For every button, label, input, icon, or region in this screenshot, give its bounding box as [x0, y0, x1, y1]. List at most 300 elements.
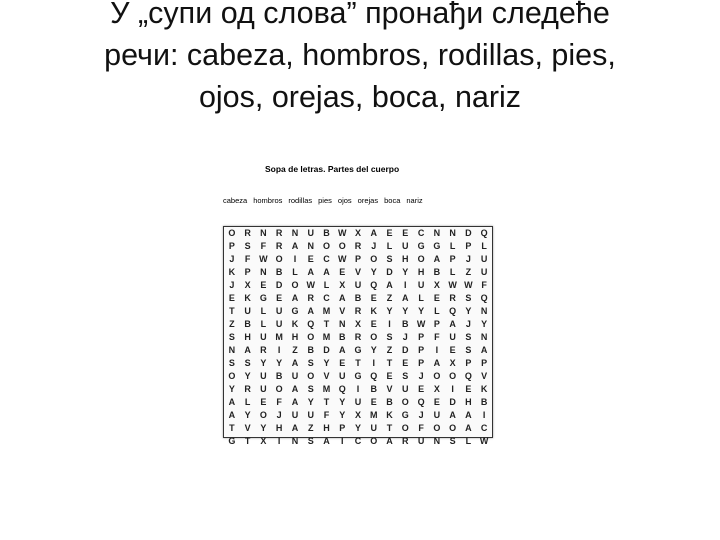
grid-cell: N — [228, 345, 236, 355]
grid-cell: K — [244, 293, 251, 303]
grid-cell: V — [339, 306, 346, 316]
grid-cell: V — [323, 371, 330, 381]
word-bank-item: pies — [318, 196, 332, 205]
grid-cell: W — [416, 319, 426, 329]
grid-cell: Q — [307, 319, 315, 329]
grid-cell: E — [402, 228, 409, 238]
grid-cell: R — [244, 228, 251, 238]
grid-cell: P — [355, 254, 362, 264]
grid-cell: Y — [307, 397, 314, 407]
grid-cell: I — [340, 436, 344, 446]
grid-cell: B — [323, 228, 330, 238]
grid-cell: X — [244, 280, 251, 290]
grid-cell: A — [402, 293, 409, 303]
puzzle-title: Sopa de letras. Partes del cuerpo — [265, 164, 400, 174]
grid-cell: N — [338, 319, 346, 329]
grid-cell: J — [371, 241, 377, 251]
grid-cell: K — [228, 267, 236, 277]
grid-cell: C — [354, 436, 362, 446]
grid-cell: Y — [418, 306, 425, 316]
grid-cell: A — [370, 228, 378, 238]
grid-cell: S — [228, 332, 235, 342]
grid-cell: Y — [244, 410, 251, 420]
grid-cell: S — [386, 254, 393, 264]
grid-cell: J — [418, 371, 424, 381]
grid-cell: A — [465, 410, 472, 420]
grid-cell: L — [386, 241, 393, 251]
grid-cell: A — [386, 436, 393, 446]
grid-cell: D — [323, 345, 330, 355]
grid-row — [224, 409, 492, 422]
grid-row — [224, 370, 492, 383]
title-line-3: ojos, orejas, boca, nariz — [198, 80, 522, 114]
grid-cell: U — [307, 228, 314, 238]
grid-cell: L — [449, 267, 456, 277]
grid-cell: Y — [402, 306, 409, 316]
grid-cell: A — [291, 397, 299, 407]
grid-cell: Z — [386, 293, 393, 303]
grid-cell: I — [356, 384, 360, 394]
grid-cell: N — [449, 228, 456, 238]
grid-cell: A — [433, 358, 441, 368]
grid-cell: O — [449, 423, 457, 433]
grid-row — [224, 253, 492, 266]
grid-cell: C — [480, 423, 488, 433]
grid-cell: Y — [323, 358, 330, 368]
grid-cell: H — [323, 423, 330, 433]
grid-cell: I — [372, 358, 376, 368]
grid-cell: P — [449, 254, 456, 264]
grid-cell: A — [291, 358, 299, 368]
grid-cell: N — [480, 306, 488, 316]
grid-cell: B — [275, 371, 283, 381]
slide-title — [20, 0, 700, 118]
grid-cell: R — [354, 332, 362, 342]
grid-cell: U — [244, 306, 251, 316]
grid-cell: D — [275, 280, 283, 290]
grid-cell: I — [482, 410, 486, 420]
grid-cell: I — [277, 436, 281, 446]
grid-cell: N — [433, 228, 441, 238]
grid-cell: S — [244, 358, 251, 368]
word-bank-item: cabeza — [223, 196, 248, 205]
grid-cell: A — [244, 345, 251, 355]
grid-cell: T — [323, 319, 330, 329]
grid-cell: T — [229, 306, 235, 316]
grid-cell: X — [449, 358, 456, 368]
grid-row — [224, 331, 492, 344]
grid-cell: N — [291, 436, 299, 446]
grid-cell: G — [354, 371, 362, 381]
grid-cell: J — [418, 410, 424, 420]
grid-cell: Y — [386, 306, 393, 316]
grid-cell: R — [275, 241, 283, 251]
grid-cell: O — [291, 280, 299, 290]
grid-cell: O — [401, 397, 409, 407]
grid-cell: U — [275, 319, 283, 329]
grid-cell: U — [275, 306, 283, 316]
grid-cell: Q — [464, 371, 472, 381]
grid-cell: E — [276, 293, 283, 303]
grid-cell: A — [433, 254, 441, 264]
grid-cell: Y — [465, 306, 472, 316]
grid-cell: V — [386, 384, 393, 394]
grid-cell: D — [386, 267, 393, 277]
grid-cell: M — [322, 332, 331, 342]
grid-cell: G — [433, 241, 441, 251]
grid-cell: H — [291, 332, 299, 342]
grid-cell: P — [465, 241, 472, 251]
grid-cell: V — [355, 267, 362, 277]
grid-cell: A — [307, 267, 314, 277]
grid-cell: A — [323, 267, 330, 277]
grid-row — [224, 422, 492, 435]
grid-cell: Q — [417, 397, 425, 407]
grid-cell: O — [433, 371, 441, 381]
word-bank-item: rodillas — [288, 196, 313, 205]
grid-row — [224, 240, 492, 253]
grid-cell: E — [418, 384, 425, 394]
grid-cell: A — [449, 319, 456, 329]
grid-cell: A — [228, 410, 236, 420]
word-bank-item: boca — [384, 196, 401, 205]
grid-cell: Z — [229, 319, 235, 329]
grid-row — [224, 266, 492, 279]
grid-cell: A — [323, 436, 330, 446]
grid-cell: Z — [465, 267, 472, 277]
grid-cell: U — [338, 371, 346, 381]
grid-cell: J — [229, 280, 235, 290]
grid-cell: A — [386, 280, 393, 290]
grid-cell: O — [307, 332, 315, 342]
grid-row — [224, 383, 492, 396]
grid-cell: B — [338, 332, 346, 342]
grid-cell: W — [448, 280, 457, 290]
grid-cell: Y — [370, 267, 377, 277]
grid-cell: C — [417, 228, 425, 238]
grid-row — [224, 318, 492, 331]
grid-cell: L — [418, 293, 424, 303]
grid-cell: O — [401, 423, 409, 433]
grid-cell: N — [480, 332, 488, 342]
grid-cell: O — [417, 254, 425, 264]
grid-cell: F — [244, 254, 251, 264]
grid-cell: Q — [480, 293, 488, 303]
grid-cell: E — [402, 358, 409, 368]
grid-cell: Y — [276, 358, 283, 368]
grid-cell: D — [449, 397, 456, 407]
grid-cell: Y — [370, 345, 377, 355]
grid-cell: Y — [481, 319, 488, 329]
grid-cell: A — [291, 384, 299, 394]
grid-cell: H — [402, 254, 409, 264]
grid-cell: Q — [338, 384, 346, 394]
grid-cell: J — [276, 410, 282, 420]
grid-cell: O — [307, 371, 315, 381]
grid-cell: I — [451, 384, 454, 394]
grid-cell: K — [386, 410, 393, 420]
grid-cell: P — [433, 319, 440, 329]
grid-cell: R — [260, 345, 267, 355]
grid-cell: L — [481, 241, 487, 251]
grid-cell: U — [370, 423, 378, 433]
grid-cell: R — [275, 228, 283, 238]
grid-cell: E — [260, 280, 267, 290]
grid-cell: B — [370, 384, 378, 394]
grid-cell: G — [228, 436, 236, 446]
grid-cell: B — [402, 319, 409, 329]
grid-cell: X — [433, 384, 440, 394]
grid-row — [224, 227, 492, 240]
grid-cell: F — [260, 241, 267, 251]
grid-cell: G — [291, 306, 299, 316]
grid-cell: S — [465, 332, 472, 342]
grid-cell: Z — [386, 345, 393, 355]
grid-cell: I — [277, 345, 281, 355]
grid-cell: H — [465, 397, 472, 407]
grid-cell: R — [354, 241, 362, 251]
grid-cell: R — [402, 436, 409, 446]
grid-cell: Z — [292, 345, 298, 355]
grid-cell: O — [228, 371, 236, 381]
grid-cell: M — [370, 410, 378, 420]
grid-cell: Q — [480, 228, 488, 238]
grid-cell: J — [465, 254, 471, 264]
grid-cell: W — [259, 254, 268, 264]
grid-cell: X — [339, 280, 346, 290]
grid-cell: P — [244, 267, 251, 277]
grid-cell: O — [228, 228, 236, 238]
grid-cell: K — [370, 306, 378, 316]
grid-cell: H — [417, 267, 425, 277]
grid-cell: L — [292, 267, 298, 277]
grid-cell: A — [465, 423, 472, 433]
grid-cell: X — [355, 319, 362, 329]
title-line-1: У „супи од слова” пронађи следеће — [110, 0, 610, 30]
grid-cell: J — [465, 319, 471, 329]
letter-grid — [223, 226, 493, 446]
grid-cell: W — [479, 436, 489, 446]
grid-cell: S — [465, 345, 472, 355]
grid-cell: U — [354, 397, 362, 407]
word-search-puzzle — [213, 156, 501, 446]
grid-cell: S — [307, 384, 314, 394]
grid-cell: F — [418, 423, 424, 433]
grid-cell: L — [465, 436, 472, 446]
grid-cell: M — [275, 332, 283, 342]
grid-cell: D — [402, 345, 409, 355]
grid-cell: S — [307, 436, 314, 446]
grid-cell: G — [417, 241, 425, 251]
grid-cell: P — [418, 345, 425, 355]
grid-cell: E — [228, 293, 235, 303]
grid-cell: E — [386, 228, 393, 238]
grid-cell: Y — [260, 358, 267, 368]
grid-cell: T — [229, 423, 235, 433]
grid-cell: W — [337, 228, 347, 238]
grid-cell: U — [260, 332, 267, 342]
grid-cell: T — [244, 436, 251, 446]
grid-cell: B — [354, 293, 362, 303]
grid-cell: U — [402, 384, 409, 394]
grid-cell: Q — [370, 280, 378, 290]
grid-cell: N — [433, 436, 441, 446]
grid-cell: U — [433, 410, 441, 420]
grid-cell: O — [370, 332, 378, 342]
grid-cell: G — [354, 345, 362, 355]
title-line-2: речи: cabeza, hombros, rodillas, pies, — [104, 38, 616, 72]
grid-cell: Z — [307, 423, 314, 433]
grid-cell: A — [307, 306, 314, 316]
grid-row — [224, 396, 492, 409]
grid-cell: U — [291, 410, 299, 420]
grid-cell: I — [404, 280, 407, 290]
grid-cell: U — [260, 371, 267, 381]
grid-cell: L — [260, 319, 267, 329]
grid-cell: N — [260, 267, 267, 277]
grid-cell: E — [433, 397, 440, 407]
word-bank-item: orejas — [357, 196, 379, 205]
grid-cell: D — [465, 228, 472, 238]
grid-cell: S — [465, 293, 472, 303]
grid-row — [224, 292, 492, 305]
grid-cell: A — [338, 293, 346, 303]
grid-cell: Y — [355, 423, 362, 433]
grid-cell: S — [244, 241, 251, 251]
grid-cell: E — [339, 267, 346, 277]
grid-cell: S — [386, 332, 393, 342]
grid-cell: Y — [339, 410, 346, 420]
word-bank-item: nariz — [406, 196, 423, 205]
grid-cell: L — [244, 397, 251, 407]
grid-cell: U — [402, 241, 409, 251]
word-bank — [223, 196, 513, 205]
grid-cell: B — [275, 267, 283, 277]
grid-cell: X — [433, 280, 440, 290]
grid-cell: N — [291, 228, 299, 238]
grid-cell: O — [370, 254, 378, 264]
grid-cell: A — [291, 241, 299, 251]
grid-cell: A — [228, 397, 236, 407]
grid-cell: L — [434, 306, 440, 316]
grid-cell: E — [370, 397, 377, 407]
grid-cell: U — [260, 384, 267, 394]
grid-cell: U — [291, 371, 299, 381]
grid-cell: B — [244, 319, 251, 329]
grid-row — [224, 305, 492, 318]
grid-cell: O — [433, 423, 441, 433]
word-bank-item: ojos — [337, 196, 352, 205]
grid-cell: M — [322, 384, 331, 394]
grid-cell: O — [259, 410, 267, 420]
grid-cell: B — [307, 345, 314, 355]
grid-cell: U — [417, 436, 425, 446]
grid-cell: E — [433, 293, 440, 303]
grid-cell: X — [355, 228, 362, 238]
grid-cell: Y — [228, 384, 235, 394]
grid-cell: F — [434, 332, 440, 342]
grid-cell: O — [370, 436, 378, 446]
grid-cell: F — [276, 397, 282, 407]
grid-cell: S — [228, 358, 235, 368]
grid-cell: L — [260, 306, 267, 316]
grid-cell: R — [449, 293, 456, 303]
grid-row — [224, 279, 492, 292]
grid-cell: A — [449, 410, 456, 420]
grid-cell: T — [323, 397, 330, 407]
grid-cell: E — [386, 371, 393, 381]
grid-cell: O — [322, 241, 330, 251]
grid-cell: V — [244, 423, 251, 433]
grid-cell: X — [260, 436, 267, 446]
grid-row — [224, 357, 492, 370]
grid-row — [224, 435, 492, 448]
grid-cell: H — [244, 332, 251, 342]
grid-cell: P — [339, 423, 346, 433]
grid-cell: U — [480, 267, 488, 277]
grid-cell: Y — [244, 371, 251, 381]
grid-cell: U — [307, 410, 314, 420]
grid-cell: P — [465, 358, 472, 368]
grid-cell: B — [480, 397, 488, 407]
grid-cell: W — [306, 280, 315, 290]
grid-cell: S — [307, 358, 314, 368]
grid-cell: T — [386, 423, 393, 433]
grid-cell: E — [465, 384, 472, 394]
grid-cell: S — [402, 371, 409, 381]
grid-cell: P — [418, 332, 425, 342]
grid-cell: U — [417, 280, 425, 290]
word-bank-item: hombros — [253, 196, 283, 205]
grid-cell: Y — [260, 423, 267, 433]
grid-cell: A — [291, 423, 299, 433]
grid-cell: K — [480, 384, 488, 394]
grid-cell: I — [388, 319, 391, 329]
grid-cell: P — [481, 358, 488, 368]
grid-cell: E — [370, 293, 377, 303]
grid-cell: T — [386, 358, 393, 368]
grid-cell: S — [449, 436, 456, 446]
grid-cell: F — [481, 280, 487, 290]
grid-cell: I — [435, 345, 439, 355]
grid-cell: J — [402, 332, 408, 342]
grid-cell: R — [354, 306, 362, 316]
grid-cell: P — [418, 358, 425, 368]
grid-cell: L — [449, 241, 456, 251]
grid-cell: G — [401, 410, 409, 420]
grid-cell: R — [307, 293, 314, 303]
grid-cell: W — [337, 254, 347, 264]
grid-cell: A — [291, 293, 299, 303]
grid-cell: U — [354, 280, 362, 290]
grid-cell: E — [339, 358, 346, 368]
grid-cell: L — [323, 280, 330, 290]
grid-cell: M — [322, 306, 331, 316]
grid-cell: N — [260, 228, 267, 238]
grid-cell: I — [293, 254, 297, 264]
grid-cell: B — [433, 267, 441, 277]
grid-cell: G — [259, 293, 267, 303]
grid-cell: C — [323, 254, 330, 264]
grid-cell: E — [370, 319, 377, 329]
grid-cell: X — [355, 410, 362, 420]
grid-cell: B — [386, 397, 393, 407]
grid-cell: O — [275, 384, 283, 394]
grid-cell: J — [229, 254, 235, 264]
grid-cell: U — [449, 332, 456, 342]
grid-cell: Y — [339, 397, 346, 407]
grid-cell: U — [480, 254, 488, 264]
